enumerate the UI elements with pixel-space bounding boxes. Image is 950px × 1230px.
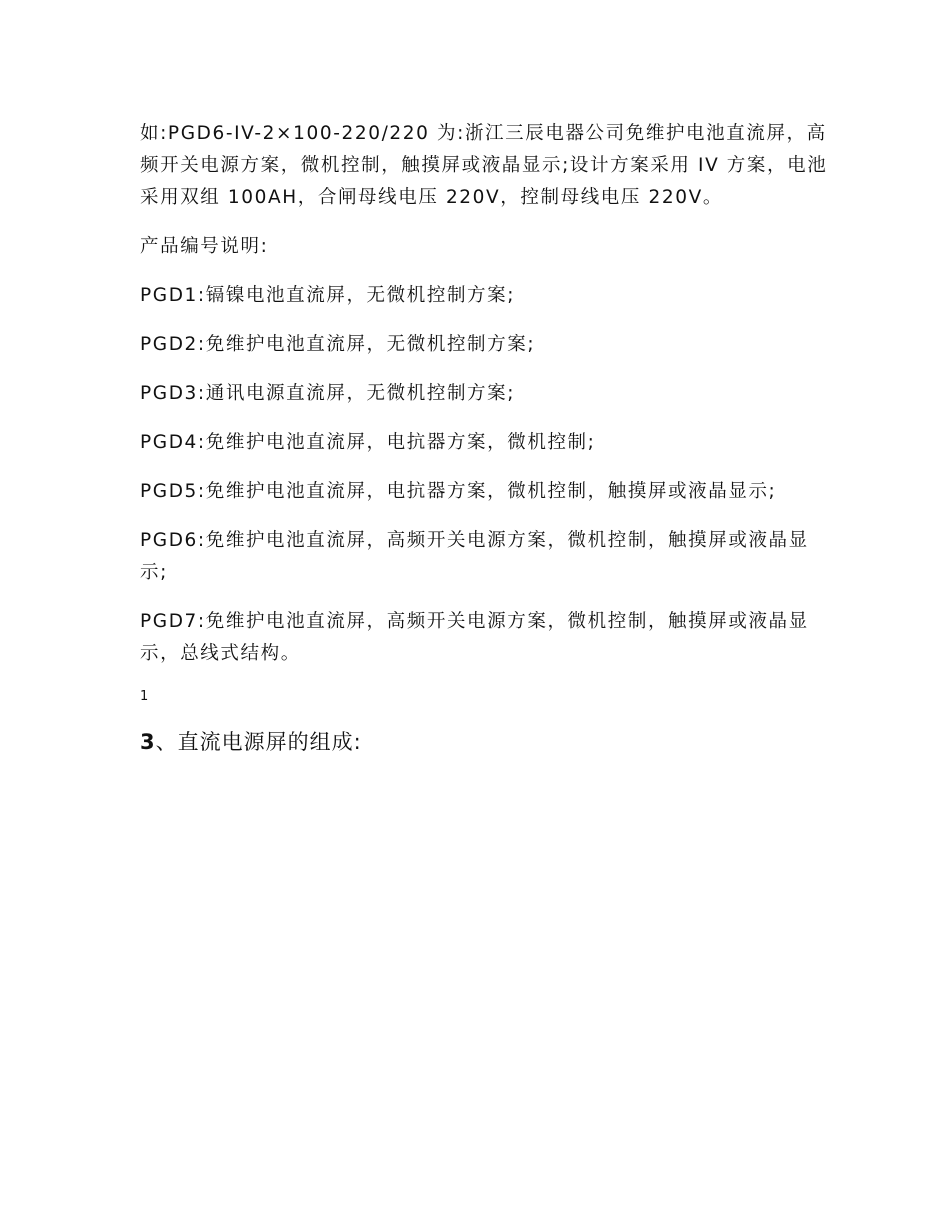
product-code-item-pgd2: PGD2:免维护电池直流屏，无微机控制方案;	[140, 334, 536, 355]
product-code-item-pgd5: PGD5:免维护电池直流屏，电抗器方案，微机控制，触摸屏或液晶显示;	[140, 481, 777, 502]
section-heading-text: 、直流电源屏的组成:	[155, 730, 362, 754]
page-content	[140, 118, 830, 759]
product-code-item-pgd7: PGD7:免维护电池直流屏，高频开关电源方案，微机控制，触摸屏或液晶显示，总线式结构。	[140, 611, 809, 664]
product-code-item-pgd4: PGD4:免维护电池直流屏，电抗器方案，微机控制;	[140, 432, 596, 453]
product-code-item-pgd1: PGD1:镉镍电池直流屏，无微机控制方案;	[140, 285, 516, 306]
intro-paragraph: 如:PGD6-IV-2×100-220/220 为:浙江三辰电器公司免维护电池直流屏，高频开关电源方案，微机控制，触摸屏或液晶显示;设计方案采用 IV 方案，电池采用双组 100AH，合闸母线电压 220V，控制母线电压 220V。	[140, 123, 828, 208]
section-heading	[140, 725, 830, 759]
section-heading-number: 3	[140, 730, 156, 754]
product-code-heading: 产品编号说明:	[140, 236, 269, 257]
page-number: 1	[140, 689, 149, 704]
product-code-item-pgd3: PGD3:通讯电源直流屏，无微机控制方案;	[140, 383, 516, 404]
product-code-item-pgd6: PGD6:免维护电池直流屏，高频开关电源方案，微机控制，触摸屏或液晶显示;	[140, 530, 809, 583]
